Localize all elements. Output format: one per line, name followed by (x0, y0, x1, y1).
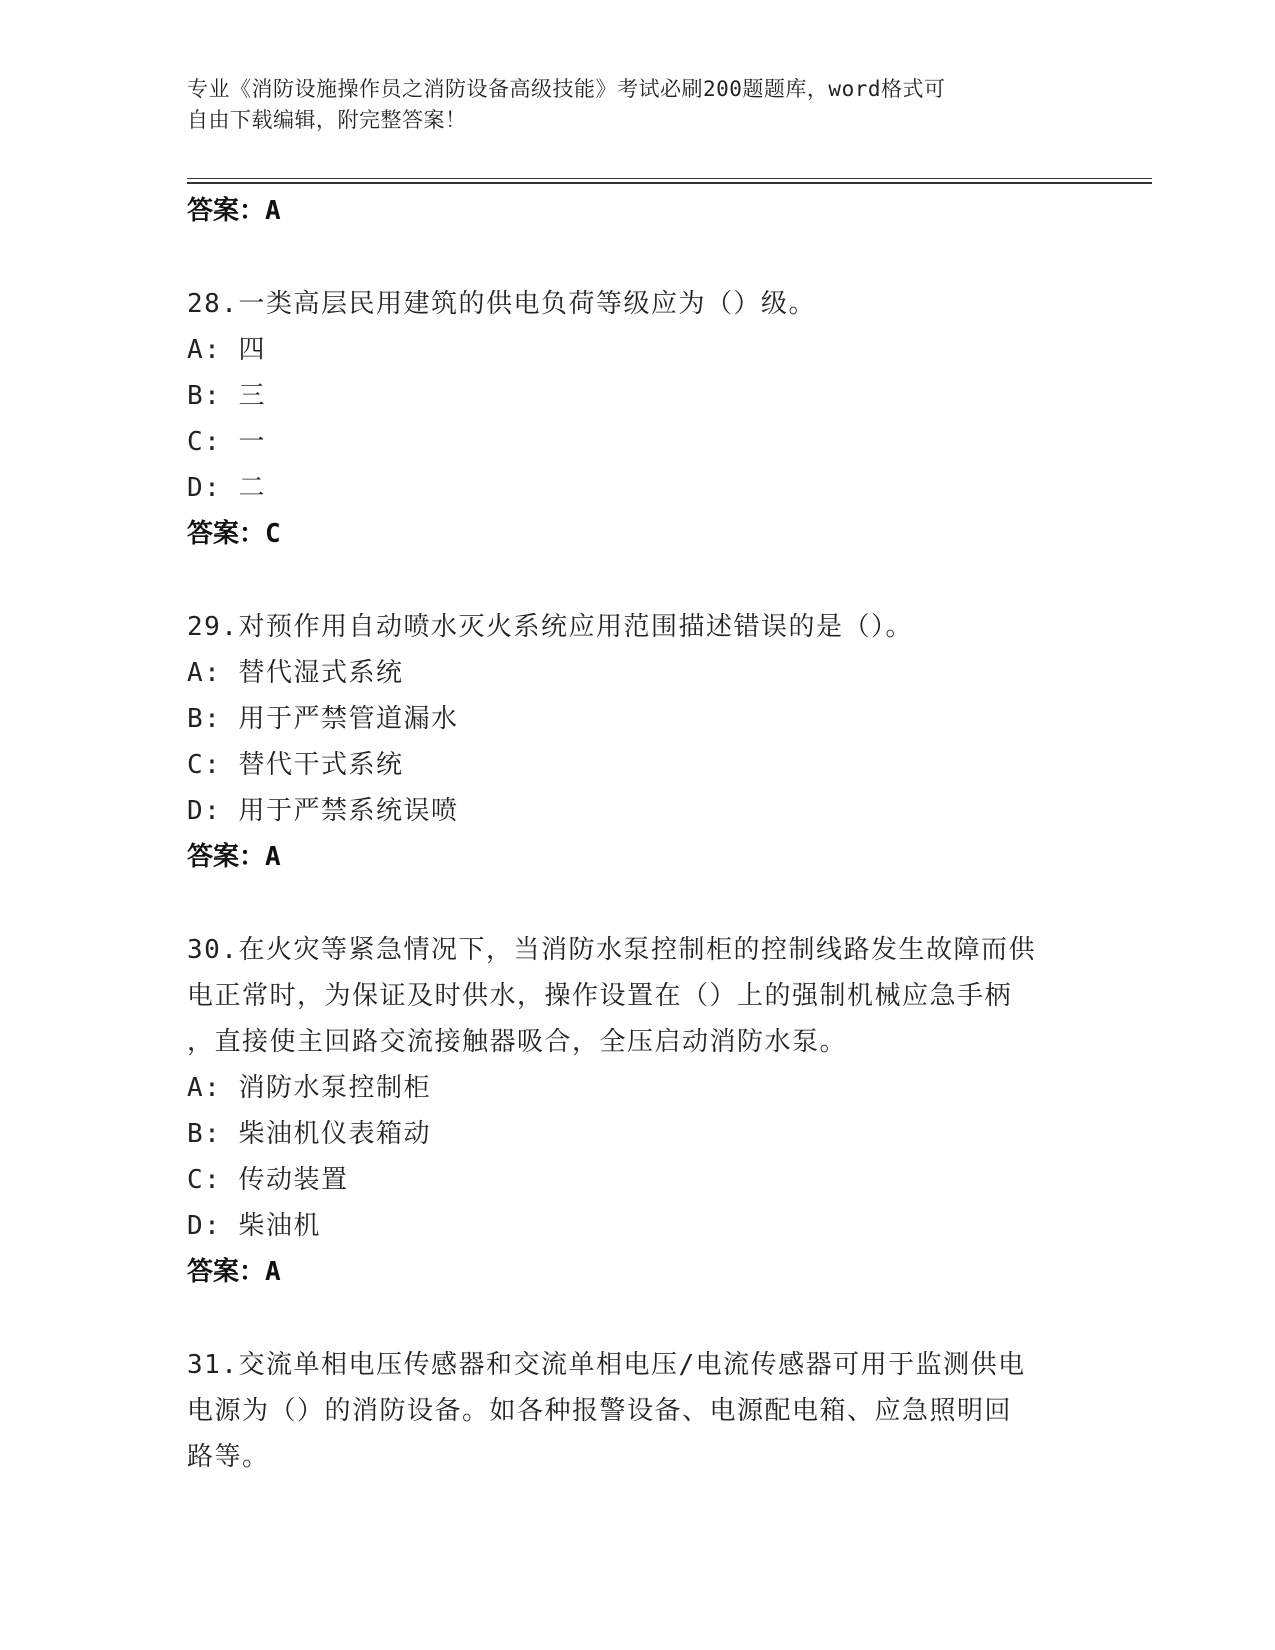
option-d: D: 二 (187, 473, 266, 503)
question-text-line-2: 电正常时，为保证及时供水，操作设置在（）上的强制机械应急手柄 (187, 981, 1013, 1011)
question-text: 28.一类高层民用建筑的供电负荷等级应为（）级。 (187, 289, 816, 319)
question-list (187, 188, 1077, 1480)
header-divider-thin (187, 178, 1152, 179)
question-text-line-1: 30.在火灾等紧急情况下，当消防水泵控制柜的控制线路发生故障而供 (187, 935, 1036, 965)
header-divider-thick (187, 182, 1152, 184)
previous-answer: 答案：A (187, 196, 281, 226)
question-text-line-3: ，直接使主回路交流接触器吸合，全压启动消防水泵。 (187, 1027, 848, 1057)
option-b: B: 用于严禁管道漏水 (187, 704, 459, 734)
option-c: C: 传动装置 (187, 1165, 349, 1195)
header-line-1: 专业《消防设施操作员之消防设备高级技能》考试必刷200题题库，word格式可 (187, 77, 946, 101)
answer-line: 答案：C (187, 519, 281, 549)
question-text: 29.对预作用自动喷水灭火系统应用范围描述错误的是（）。 (187, 612, 913, 642)
option-c: C: 一 (187, 427, 266, 457)
option-d: D: 用于严禁系统误喷 (187, 796, 459, 826)
option-d: D: 柴油机 (187, 1211, 321, 1241)
question-text-line-2: 电源为（）的消防设备。如各种报警设备、电源配电箱、应急照明回 (187, 1396, 1013, 1426)
question-29 (187, 604, 1077, 880)
question-text-line-3: 路等。 (187, 1442, 270, 1472)
question-text-line-1: 31.交流单相电压传感器和交流单相电压/电流传感器可用于监测供电 (187, 1350, 1026, 1380)
option-b: B: 柴油机仪表箱动 (187, 1119, 431, 1149)
document-header (187, 74, 1057, 136)
question-31 (187, 1342, 1077, 1480)
answer-line: 答案：A (187, 842, 281, 872)
option-a: A: 消防水泵控制柜 (187, 1073, 431, 1103)
answer-line: 答案：A (187, 1257, 281, 1287)
question-30 (187, 927, 1077, 1295)
question-28 (187, 281, 1077, 557)
option-a: A: 四 (187, 335, 266, 365)
option-c: C: 替代干式系统 (187, 750, 404, 780)
header-line-2: 自由下载编辑，附完整答案！ (187, 108, 467, 132)
option-b: B: 三 (187, 381, 266, 411)
option-a: A: 替代湿式系统 (187, 658, 404, 688)
